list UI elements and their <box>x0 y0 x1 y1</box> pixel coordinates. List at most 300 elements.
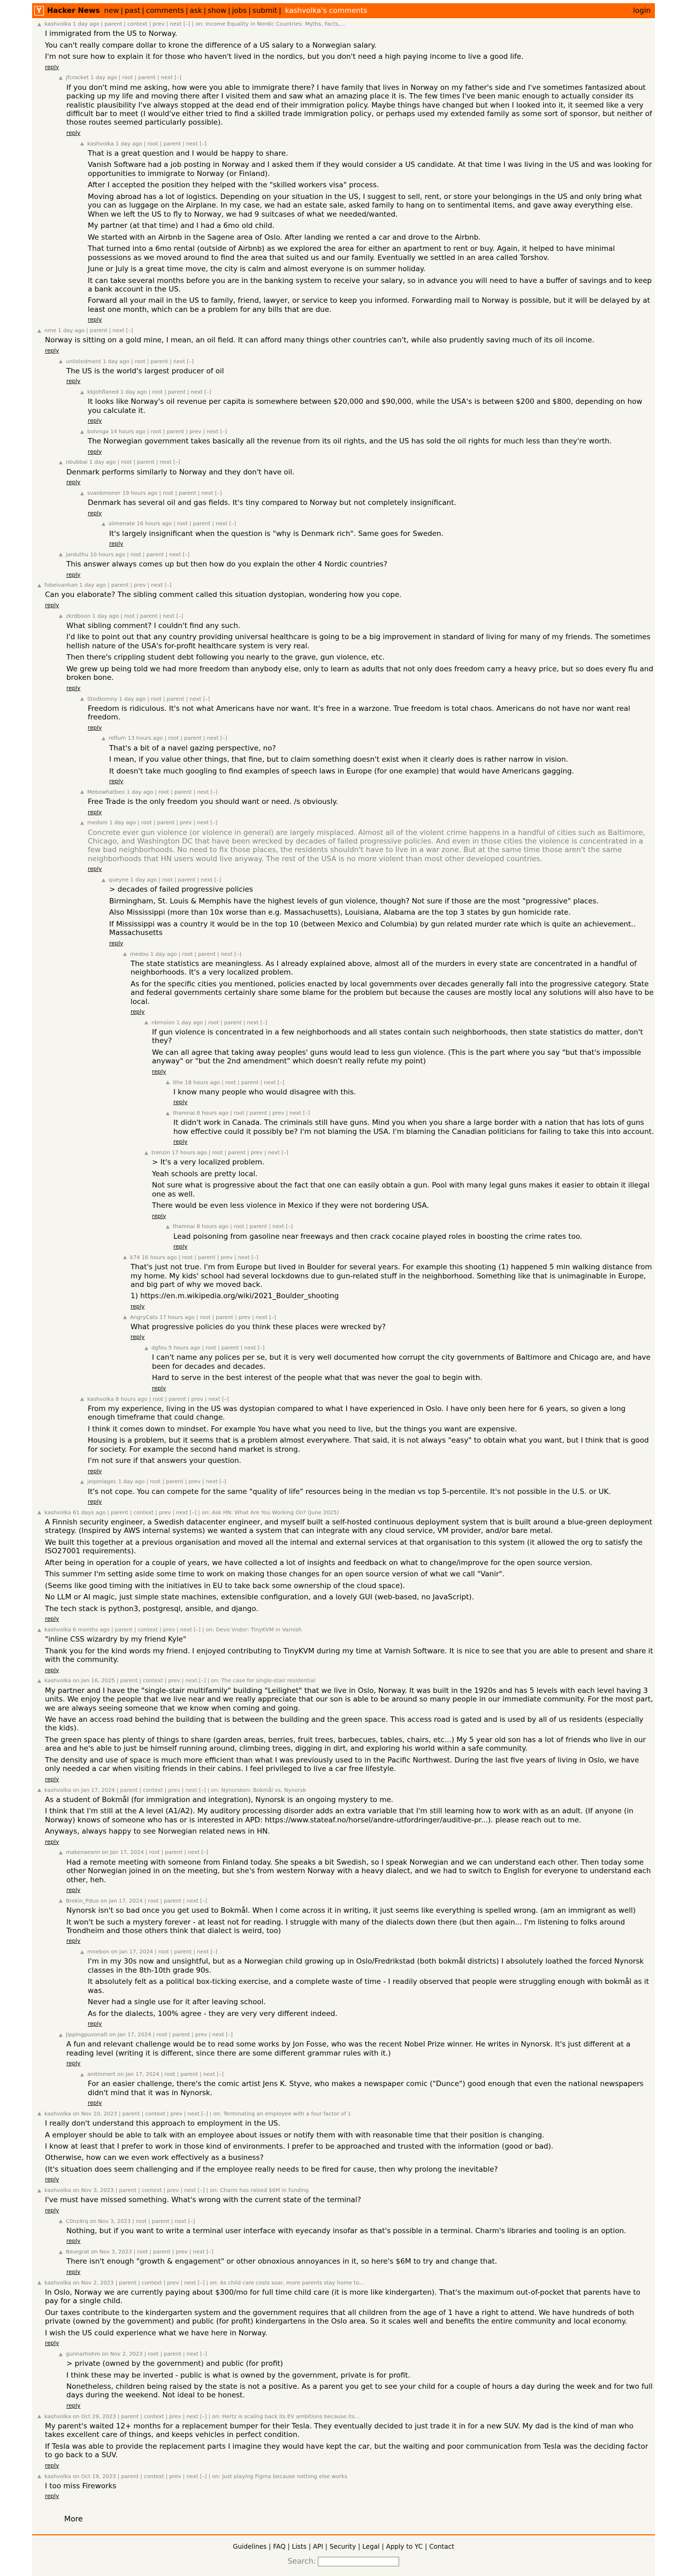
footer-separator: | <box>287 2543 290 2551</box>
comment-paragraph: > It's a very localized problem. <box>152 1158 265 1167</box>
comment <box>80 490 655 517</box>
comment-head <box>59 614 655 620</box>
comment <box>59 552 655 578</box>
comment-head <box>102 735 655 742</box>
brand-link[interactable]: Hacker News <box>47 6 100 15</box>
upvote-arrow-icon[interactable]: ▲ <box>59 460 63 466</box>
reply-link[interactable]: reply <box>173 1139 188 1146</box>
reply-link[interactable]: reply <box>66 2402 81 2409</box>
nav-show[interactable]: show <box>208 6 227 15</box>
reply-link[interactable]: reply <box>131 1334 145 1341</box>
comment-paragraph: 1) https://en.m.wikipedia.org/wiki/2021_Boulder_shooting <box>131 1292 339 1301</box>
comment <box>80 1949 655 2028</box>
nav-separator: | <box>248 6 251 15</box>
comment <box>102 735 655 785</box>
nav-separator: | <box>120 6 123 15</box>
reply-link[interactable]: reply <box>88 1468 102 1475</box>
comment-meta[interactable]: medom 1 day ago | root | parent | prev | next [–] <box>87 820 218 826</box>
footer-separator: | <box>425 2543 428 2551</box>
upvote-arrow-icon[interactable]: ▲ <box>144 1020 148 1026</box>
comment-paragraph: Forward all your mail in the US to family, friend, lawyer, or service to keep you informed. Forwarding mail to Norway is possible, but it will be delayed by at least one month, which can be a problem for any bills that are due. <box>88 296 650 314</box>
comment-meta[interactable]: kashvolka on Oct 19, 2023 | parent | context | prev | next [–] | on: Just playing Figma because nothing else works <box>44 2473 348 2480</box>
comment-text <box>66 2040 655 2067</box>
comment-meta[interactable]: fobeivanhan 1 day ago | parent | prev | next [–] <box>44 582 172 589</box>
comment-paragraph: I mean, if you value other things, that fine, but to claim something doesn't exist when it clearly does is rather narrow in vision. <box>109 755 568 764</box>
comment-paragraph: I think it comes down to mindset. For example You have what you need to live, but the things you want are expensive. <box>88 1424 517 1433</box>
comment-paragraph: The US is the world's largest producer of oil <box>66 366 224 375</box>
comment <box>59 1898 655 1945</box>
nav-past[interactable]: past <box>124 6 141 15</box>
comment-paragraph: Yeah schools are pretty local. <box>152 1169 258 1178</box>
comment-text <box>152 1158 655 1220</box>
comment-text <box>88 397 655 425</box>
comment <box>37 1627 655 1674</box>
reply-link[interactable]: reply <box>66 1938 81 1945</box>
comment-paragraph: That's a bit of a navel gazing perspective, no? <box>109 743 276 753</box>
footer-link[interactable]: Apply to YC <box>386 2543 423 2551</box>
reply-link[interactable]: reply <box>66 571 81 578</box>
reply-link[interactable]: reply <box>88 724 102 731</box>
comment-paragraph: I've must have missed something. What's wrong with the current state of the terminal? <box>45 2196 361 2205</box>
comment-meta[interactable]: medou 1 day ago | root | parent | next [–] <box>130 951 241 957</box>
reply-link[interactable]: reply <box>131 1303 145 1310</box>
reply-link[interactable]: reply <box>152 1385 166 1392</box>
comment-text <box>45 1518 655 1623</box>
upvote-arrow-icon[interactable]: ▲ <box>80 2072 84 2077</box>
upvote-arrow-icon[interactable]: ▲ <box>37 1678 41 1684</box>
comment-meta[interactable]: nbubbai 1 day ago | root | parent | next [–] <box>66 459 180 466</box>
comment-text <box>45 2422 655 2470</box>
upvote-arrow-icon[interactable]: ▲ <box>80 1397 84 1402</box>
reply-link[interactable]: reply <box>45 2340 59 2347</box>
footer-link[interactable]: Contact <box>429 2543 454 2551</box>
reply-link[interactable]: reply <box>173 1099 188 1106</box>
comment-paragraph: I'm in my 30s now and unsightful, but as a Norwegian child growing up in Oslo/Fredrikstad (both bokmål districts) I absolutely loathed the forced Nynorsk classes in the 8th-10th grade 90s. <box>88 1957 644 1975</box>
comment-head <box>59 459 655 466</box>
comment-paragraph: Hard to serve in the best interest of the people what that was never the goal to begin with. <box>152 1374 483 1383</box>
comment <box>37 21 655 71</box>
upvote-arrow-icon[interactable]: ▲ <box>80 696 84 702</box>
comment-paragraph: If Mississippi was a country it would be in the top 10 (between Mexico and Columbia) by gun related murder rate which is quite an achievement.. Massachusetts <box>109 919 636 938</box>
upvote-arrow-icon[interactable]: ▲ <box>80 820 84 826</box>
comment <box>144 1345 655 1392</box>
upvote-arrow-icon[interactable]: ▲ <box>80 429 84 435</box>
footer-separator: | <box>381 2543 384 2551</box>
comment-paragraph: The density and use of space is much more efficient than what I was previously used to in the Pacific Northwest. During the last five years of living in Oslo, we have only needed a car when visiting friends in their cabins. I feel privileged to live a car free lifestyle. <box>45 1755 639 1774</box>
comment-head <box>80 820 655 826</box>
upvote-arrow-icon[interactable]: ▲ <box>59 2219 63 2225</box>
footer-search <box>32 2557 655 2566</box>
comment-head <box>123 952 655 958</box>
reply-link[interactable]: reply <box>88 448 102 455</box>
nav-links <box>104 6 283 15</box>
comment-meta[interactable]: refium 13 hours ago | root | parent | next [–] <box>109 735 227 742</box>
upvote-arrow-icon[interactable]: ▲ <box>37 1510 41 1516</box>
nav-new[interactable]: new <box>104 6 119 15</box>
comment-paragraph: Denmark performs similarly to Norway and they don't have oil. <box>66 467 295 477</box>
comment-head <box>144 1020 655 1026</box>
comment-meta[interactable]: nbrnsion 1 day ago | root | parent | next [–] <box>151 1019 268 1026</box>
comment <box>37 1788 655 1846</box>
comment-paragraph: That's just not true. I'm from Europe but lived in Boulder for several years. For example this shooting (1) happened 5 min walking distance from my home. My kids' school had several lockdowns due to gun-related stuff in the neighborhood. Something like that is unimaginable in Europe, and big part of why we moved back. <box>131 1263 652 1289</box>
comment-paragraph: I'd like to point out that any country providing universal healthcare is going to be a big improvement in standard of living for many of my friends. The sometimes hellish nature of the USA's for-profit healthcare system is very real. <box>66 633 651 650</box>
comment-paragraph: I'm not sure how to explain it for those who haven't lived in the nordics, but you don't need a high paying income to live a good life. <box>45 52 524 62</box>
comment-meta[interactable]: kashvolka 1 day ago | parent | context | prev | next [–] | on: Income Equality in Nordic Countries: Myths, Facts,... <box>44 21 345 27</box>
upvote-arrow-icon[interactable]: ▲ <box>123 1315 127 1321</box>
upvote-arrow-icon[interactable]: ▲ <box>102 877 105 883</box>
upvote-arrow-icon[interactable]: ▲ <box>80 1949 84 1955</box>
reply-link[interactable]: reply <box>66 1887 81 1894</box>
reply-link[interactable]: reply <box>45 1838 59 1845</box>
upvote-arrow-icon[interactable]: ▲ <box>37 582 41 588</box>
comment-paragraph: Our taxes contribute to the kindergarten system and the government requires that all children from the age of 1 have a right to attend. We have hundreds of both private (owned by the government) and public (for profit) kindergartens in the Oslo area. So it scales well and benefits the entire community and local economy. <box>45 2308 635 2326</box>
comment-meta[interactable]: C0nz4rq on Nov 3, 2023 | root | parent | next [–] <box>66 2218 195 2225</box>
comment-paragraph: Freedom is ridiculous. It's not what Americans have nor want. It's free in a warzone. True freedom is total chaos. Americans do not have nor want real freedom. <box>88 704 630 722</box>
comment-meta[interactable]: AngryCats 17 hours ago | root | parent | prev | next [–] <box>130 1314 276 1321</box>
comment-paragraph: Birmingham, St. Louis & Memphis have the highest levels of gun violence, though? Not sure if those are the most "progressive" places. <box>109 896 599 906</box>
comment-paragraph: Housing is a problem, but it seems that is a problem almost everywhere. That said, it is not always "easy" to obtain what you want, but I think that is good for society. For example the second hand market is strong. <box>88 1436 649 1454</box>
comment-head <box>80 429 655 435</box>
upvote-arrow-icon[interactable]: ▲ <box>59 2032 63 2038</box>
comment-paragraph: Free Trade is the only freedom you should want or need. /s obviously. <box>88 798 338 807</box>
reply-link[interactable]: reply <box>45 602 59 609</box>
upvote-arrow-icon[interactable]: ▲ <box>37 1788 41 1793</box>
upvote-arrow-icon[interactable]: ▲ <box>80 789 84 795</box>
comment-paragraph: It didn't work in Canada. The criminals still have guns. Mind you when you share a large border with a nation that has lots of guns how effective could it possibly be? I'm not blaming the USA. I'm blaming the Canadian politicians for failing to take this into account. <box>173 1118 654 1136</box>
upvote-arrow-icon[interactable]: ▲ <box>123 952 127 957</box>
comment-head <box>37 328 655 334</box>
upvote-arrow-icon[interactable]: ▲ <box>80 1479 84 1485</box>
upvote-arrow-icon[interactable]: ▲ <box>80 141 84 147</box>
reply-link[interactable]: reply <box>45 1776 59 1783</box>
comment-paragraph: Lead poisoning from gasoline near freeways and then crack cocaine played roles in boosting the crime rates too. <box>173 1232 583 1241</box>
comment-paragraph: I wish the US could experience what we have here in Norway. <box>45 2328 268 2337</box>
upvote-arrow-icon[interactable]: ▲ <box>59 2249 63 2255</box>
footer-link[interactable]: Lists <box>292 2543 307 2551</box>
upvote-arrow-icon[interactable]: ▲ <box>59 75 63 81</box>
nav-ask[interactable]: ask <box>189 6 202 15</box>
upvote-arrow-icon[interactable]: ▲ <box>37 21 41 27</box>
comment-meta[interactable]: trenzin 17 hours ago | root | parent | prev | next [–] <box>151 1150 288 1156</box>
nav-comments[interactable]: comments <box>146 6 184 15</box>
comment <box>37 1678 655 1783</box>
reply-link[interactable]: reply <box>152 1068 166 1075</box>
upvote-arrow-icon[interactable]: ▲ <box>102 522 105 527</box>
nav-submit[interactable]: submit <box>252 6 278 15</box>
comment-paragraph: It absolutely felt as a political box-ticking exercise, and a complete waste of time - I readily observed that people were struggling enough with bokmål as it was. <box>88 1977 649 1995</box>
upvote-arrow-icon[interactable]: ▲ <box>166 1224 170 1230</box>
comment-meta[interactable]: anitmmert on Jan 17, 2024 | root | parent | next [–] <box>87 2071 224 2077</box>
comment-head <box>80 1479 655 1485</box>
reply-link[interactable]: reply <box>152 1213 166 1220</box>
reply-link[interactable]: reply <box>45 347 59 354</box>
comment-text <box>45 1686 655 1783</box>
upvote-arrow-icon[interactable]: ▲ <box>59 2351 63 2357</box>
comment-meta[interactable]: kashvolka on Jan 16, 2025 | parent | context | prev | next [–] | on: The case for single-stair residential <box>44 1678 316 1684</box>
comment-paragraph: This answer always comes up but then how do you explain the other 4 Nordic countries? <box>66 560 387 569</box>
comment-paragraph: Not sure what is progressive about the fact that one can easily obtain a gun. Pool with many legal guns makes it easier to obtain it illegal one as well. <box>152 1181 650 1199</box>
comment-meta[interactable]: jeqonlagec 1 day ago | root | parent | prev | next [–] <box>87 1479 226 1485</box>
comment-head <box>37 2111 655 2118</box>
comment-paragraph: June or July is a great time move, the city is calm and almost everyone is on summer holiday. <box>88 265 426 274</box>
comment-paragraph: If gun violence is concentrated in a few neighborhoods and all states contain such neighborhoods, then state statistics do matter, don't they? <box>152 1028 643 1046</box>
comment-paragraph: A employer should be able to talk with an employee about issues or notify them with with reasonable time that their position is changing. <box>45 2130 545 2140</box>
comment <box>80 141 655 324</box>
reply-link[interactable]: reply <box>88 317 102 324</box>
reply-link[interactable]: reply <box>45 64 59 71</box>
reply-link[interactable]: reply <box>88 1499 102 1505</box>
footer-link[interactable]: FAQ <box>273 2543 286 2551</box>
comment-head <box>59 1898 655 1905</box>
comment-meta[interactable]: mnebon on Jan 17, 2024 | root | parent | next [–] <box>87 1949 218 1956</box>
reply-link[interactable]: reply <box>109 778 124 785</box>
comment <box>59 359 655 385</box>
reply-link[interactable]: reply <box>45 1667 59 1674</box>
upvote-arrow-icon[interactable]: ▲ <box>166 1110 170 1116</box>
comment-paragraph: From my experience, living in the US was dystopian compared to what I have experienced in Oslo. I have only been here for 6 years, so given a long enough timeframe that could change. <box>88 1404 626 1422</box>
upvote-arrow-icon[interactable]: ▲ <box>37 2111 41 2117</box>
comment-meta[interactable]: kashvolka on Jan 17, 2024 | parent | context | prev | next [–] | on: Nynorsken: Bokmål vs. Nynorsk <box>44 1787 307 1793</box>
comment-head <box>166 1224 655 1230</box>
comment-meta[interactable]: queyne 1 day ago | root | parent | next [–] <box>109 877 222 884</box>
comment-paragraph: Can you elaborate? The sibling comment called this situation dystopian, wondering how you cope. <box>45 591 402 600</box>
reply-link[interactable]: reply <box>45 2207 59 2214</box>
footer-link[interactable]: Legal <box>362 2543 380 2551</box>
comment <box>80 389 655 425</box>
comment-paragraph: I immigrated from the US to Norway. <box>45 29 178 39</box>
comment-meta[interactable]: thamnai 8 hours ago | root | parent | next [–] <box>173 1224 293 1230</box>
comment-meta[interactable]: ithe 18 hours ago | root | parent | next [–] <box>173 1079 285 1086</box>
footer-separator: | <box>325 2543 327 2551</box>
comment-paragraph: It's largely insignificant when the question is "why is Denmark rich". Same goes for Sweden. <box>109 529 444 538</box>
comment-meta[interactable]: makenaesnn on Jan 17, 2024 | root | parent | next [–] <box>66 1850 209 1856</box>
comment-meta[interactable]: Jippingpuvonalt on Jan 17, 2024 | root | parent | prev | next [–] <box>66 2032 233 2038</box>
reply-link[interactable]: reply <box>173 1244 188 1251</box>
comment <box>37 582 655 609</box>
upvote-arrow-icon[interactable]: ▲ <box>59 1850 63 1856</box>
comment-meta[interactable]: kashvolka 61 days ago | parent | context | prev | next [–] | on: Ask HN: What Are You Working On? (June 2025) <box>44 1509 339 1516</box>
comment-paragraph: The Norwegian government takes basically all the revenue from its oil rights, and the US has sold the oil rights for much less than they're worth. <box>88 437 612 446</box>
comment <box>59 459 655 486</box>
footer-link[interactable]: API <box>312 2543 323 2551</box>
comment-meta[interactable]: dgfou 5 hours ago | root | parent | next [–] <box>151 1345 265 1352</box>
comment-paragraph: Never had a single use for it after leaving school. <box>88 1998 266 2007</box>
comment-paragraph: Vanish Software had a job posting in Norway and I asked them if they would consider a US candidate. At that time I was living in the US and was looking for opportunities to immigrate to Norway (or Finland). <box>88 160 652 178</box>
upvote-arrow-icon[interactable]: ▲ <box>59 359 63 365</box>
reply-link[interactable]: reply <box>66 479 81 486</box>
comment-text <box>131 1263 655 1310</box>
reply-link[interactable]: reply <box>66 2238 81 2245</box>
nav-jobs[interactable]: jobs <box>232 6 247 15</box>
reply-link[interactable]: reply <box>88 2100 102 2107</box>
comment-head <box>59 552 655 558</box>
comment-paragraph: Thank you for the kind words my friend. I enjoyed contributing to TinyKVM during my time at Varnish Software. It is nice to see that you are able to present and share it with the community. <box>45 1646 653 1665</box>
comment-text <box>131 1323 655 1341</box>
upvote-arrow-icon[interactable]: ▲ <box>37 1627 41 1633</box>
comment-meta[interactable]: kbjohflaned 1 day ago | root | parent | next [–] <box>87 389 211 396</box>
upvote-arrow-icon[interactable]: ▲ <box>144 1345 148 1351</box>
comment-text <box>66 2227 655 2245</box>
comment-paragraph: We grew up being told we had more freedom than anybody else, only to learn as adults that not only does freedom carry a heavy price, but so does every flu and broken bone. <box>66 664 653 683</box>
comment-meta[interactable]: Brekin_Pduo on Jan 17, 2024 | root | parent | next [–] <box>66 1898 207 1904</box>
comment-text <box>131 960 655 1016</box>
comment-text <box>45 1635 655 1674</box>
comment <box>144 1150 655 1220</box>
reply-link[interactable]: reply <box>45 2176 59 2183</box>
comment-text <box>88 798 655 816</box>
comment-head <box>37 2280 655 2287</box>
comment <box>80 696 655 732</box>
reply-link[interactable]: reply <box>66 129 81 136</box>
comment <box>37 2188 655 2214</box>
reply-link[interactable]: reply <box>66 2268 81 2275</box>
comment-paragraph: This summer I'm setting aside some time to work on making those changes for an open source version of what we call "Vanir". <box>45 1570 505 1579</box>
footer-separator: | <box>269 2543 271 2551</box>
comment-meta[interactable]: kashvolka 6 months ago | parent | context | prev | next [–] | on: Devo Vndor: TinyKVM in Varnish <box>44 1627 302 1633</box>
reply-link[interactable]: reply <box>66 378 81 385</box>
comment-paragraph: In Oslo, Norway we are currently paying about $300/mo for full time child care (it is more like kindergarten). That's the maximum out-of-pocket that parents have to pay for a single child. <box>45 2288 640 2306</box>
upvote-arrow-icon[interactable]: ▲ <box>166 1080 170 1086</box>
comment-meta[interactable]: kashvolka 8 hours ago | root | parent | prev | next [–] <box>87 1396 229 1402</box>
comment-meta[interactable]: kashvolka on Nov 2, 2023 | parent | context | prev | next [–] | on: As child care costs soar, more parents stay home to... <box>44 2280 364 2286</box>
comment-text <box>88 499 655 517</box>
comment-head <box>59 2351 655 2358</box>
upvote-arrow-icon[interactable]: ▲ <box>59 614 63 619</box>
search-label: Search: <box>287 2557 316 2566</box>
upvote-arrow-icon[interactable]: ▲ <box>123 1255 127 1261</box>
comment <box>59 75 655 136</box>
search-input[interactable] <box>318 2557 399 2566</box>
reply-link[interactable]: reply <box>88 418 102 425</box>
comment-text <box>109 530 655 548</box>
reply-link[interactable]: reply <box>88 809 102 816</box>
comment-meta[interactable]: bolvnga 14 hours ago | root | parent | prev | next [–] <box>87 429 227 435</box>
upvote-arrow-icon[interactable]: ▲ <box>37 2474 41 2480</box>
comment-text <box>45 1796 655 1846</box>
comment-paragraph: I too miss Fireworks <box>45 2481 117 2490</box>
comment-paragraph: You can't really compare dollar to krone the difference of a US salary to a Norwegian salary. <box>45 41 377 50</box>
comment-text <box>88 1405 655 1475</box>
comment-meta[interactable]: k74 16 hours ago | root | parent | prev | next [–] <box>130 1254 258 1261</box>
reply-link[interactable]: reply <box>88 866 102 873</box>
comment <box>80 789 655 816</box>
comment <box>37 2111 655 2183</box>
reply-link[interactable]: reply <box>109 541 124 548</box>
upvote-arrow-icon[interactable]: ▲ <box>102 736 105 742</box>
comment-meta[interactable]: kashvolka on Nov 3, 2023 | parent | context | prev | next [–] | on: Charm has raised $6M in funding <box>44 2188 309 2194</box>
upvote-arrow-icon[interactable]: ▲ <box>59 552 63 558</box>
nav-separator: | <box>228 6 231 15</box>
comment-paragraph: (It's situation does seem challenging and if the employee really needs to be fired for cause, then why prolong the inevitable? <box>45 2165 498 2174</box>
reply-link[interactable]: reply <box>45 2493 59 2500</box>
comment <box>166 1110 655 1146</box>
comment-head <box>37 1627 655 1634</box>
comment-meta[interactable]: Stodkomny 1 day ago | root | parent | next [–] <box>87 696 210 702</box>
footer-link[interactable]: Guidelines <box>233 2543 267 2551</box>
comment-meta[interactable]: unlistedment 1 day ago | root | parent | next [–] <box>66 358 194 365</box>
more-link[interactable]: More <box>64 2515 83 2524</box>
comment-text <box>45 2119 655 2183</box>
comment-paragraph: I think that I'm still at the A level (A1/A2). My auditory processing disorder adds an extra variable that I'm still learning how to work with as an adult. (If anyone (in Norway) knows of someone who has or is interested in APD: https://www.stateaf.no/horsel/andre-utfordringer/auditive-pr...). please reach out to me. <box>45 1807 633 1824</box>
comment-text <box>66 367 655 385</box>
login-link[interactable]: login <box>633 6 651 15</box>
upvote-arrow-icon[interactable]: ▲ <box>144 1150 148 1156</box>
reply-link[interactable]: reply <box>88 2021 102 2028</box>
comment-meta[interactable]: nme 1 day ago | parent | next [–] <box>44 328 133 334</box>
comment-head <box>80 1949 655 1956</box>
reply-link[interactable]: reply <box>88 510 102 517</box>
reply-link[interactable]: reply <box>66 685 81 692</box>
upvote-arrow-icon[interactable]: ▲ <box>37 2188 41 2194</box>
comment-meta[interactable]: kashvolka 1 day ago | root | parent | next [–] <box>87 141 207 147</box>
comment-paragraph: It won't be such a mystery forever - at least not for reading. I struggle with many of the dialects down there (but then again... I'm listening to folks around Trondheim and those others think that dialect is weird, too) <box>66 1918 625 1935</box>
comment-meta[interactable]: kashvolka on Oct 29, 2023 | parent | context | prev | next [–] | on: Hertz is scaling back its EV ambitions because its... <box>44 2413 360 2420</box>
comment-paragraph: After being in operation for a couple of years, we have collected a lot of insights and feedback on what to change/improve for the open source version. <box>45 1558 593 1567</box>
comment-paragraph: It can take several months before you are in the banking system to receive your salary, so in advance you will need to have a buffer of savings and to keep a bank account in the US. <box>88 276 652 294</box>
reply-link[interactable]: reply <box>45 2462 59 2469</box>
nav-separator: | <box>142 6 144 15</box>
upvote-arrow-icon[interactable]: ▲ <box>80 389 84 395</box>
comment-paragraph: I'm not sure if that answers your question. <box>88 1456 241 1466</box>
upvote-arrow-icon[interactable]: ▲ <box>59 1898 63 1904</box>
comment-head <box>37 21 655 28</box>
comment-paragraph: There would be even less violence in Mexico if they were not bordering USA. <box>152 1201 429 1210</box>
comment-meta[interactable]: svanbmoner 19 hours ago | root | parent | next [–] <box>87 490 222 496</box>
comment-text <box>66 1858 655 1894</box>
comment-text <box>173 1118 655 1146</box>
comment-paragraph: The state statistics are meaningless. As I already explained above, almost all of the murders in every state are concentrated in a handful of neighborhoods. It's a very localized problem. <box>131 959 637 977</box>
upvote-arrow-icon[interactable]: ▲ <box>80 490 84 496</box>
footer-separator: | <box>308 2543 311 2551</box>
reply-link[interactable]: reply <box>45 1616 59 1623</box>
comment-meta[interactable]: jfcrocket 1 day ago | root | parent | next [–] <box>66 75 181 81</box>
comment-meta[interactable]: gunnarhohm on Nov 2, 2023 | root | parent | next [–] <box>66 2351 207 2357</box>
reply-link[interactable]: reply <box>109 940 124 947</box>
upvote-arrow-icon[interactable]: ▲ <box>37 2280 41 2286</box>
footer-links <box>32 2543 655 2550</box>
comment-text <box>88 437 655 455</box>
comment-head <box>166 1110 655 1117</box>
footer-link[interactable]: Security <box>329 2543 356 2551</box>
comment-text <box>66 560 655 578</box>
footer <box>32 2534 655 2576</box>
upvote-arrow-icon[interactable]: ▲ <box>37 328 41 334</box>
reply-link[interactable]: reply <box>66 2060 81 2067</box>
comment-meta[interactable]: thamnai 8 hours ago | root | parent | prev | next [–] <box>173 1110 310 1117</box>
comment-paragraph: It looks like Norway's oil revenue per capita is somewhere between $20,000 and $90,000, while the USA's is between $200 and $800, depending on how you calculate it. <box>88 397 643 415</box>
comment-text <box>109 744 655 785</box>
upvote-arrow-icon[interactable]: ▲ <box>37 2414 41 2420</box>
comment-paragraph: > private (owned by the government) and public (for profit) <box>66 2359 283 2368</box>
comment-meta[interactable]: Mebowhatbeo 1 day ago | root | parent | next [–] <box>87 789 218 795</box>
comment-text <box>45 29 655 71</box>
comment <box>59 2032 655 2067</box>
comment-paragraph: (Seems like good timing with the initiatives in EU to take back some ownership of the cloud space). <box>45 1581 405 1590</box>
nav-selected[interactable]: kashvolka's comments <box>285 6 368 15</box>
comment-head <box>102 877 655 884</box>
comment-head <box>37 1678 655 1684</box>
comment-meta[interactable]: siimenate 16 hours ago | root | parent | next [–] <box>109 521 236 527</box>
comment-head <box>80 696 655 703</box>
comment <box>59 2249 655 2275</box>
comment-meta[interactable]: Beurgrat on Nov 3, 2023 | root | parent | prev | next [–] <box>66 2249 213 2256</box>
y-logo-icon[interactable]: Y <box>34 6 44 16</box>
comment-meta[interactable]: jarduthu 10 hours ago | root | parent | next [–] <box>66 551 190 558</box>
reply-link[interactable]: reply <box>131 1009 145 1016</box>
comment-meta[interactable]: zkrdboon 1 day ago | root | parent | next [–] <box>66 613 184 619</box>
comment-meta[interactable]: kashvolka on Nov 10, 2023 | parent | context | prev | next [–] | on: Terminating an employee with a four factor of 1 <box>44 2111 352 2117</box>
comment <box>37 328 655 354</box>
